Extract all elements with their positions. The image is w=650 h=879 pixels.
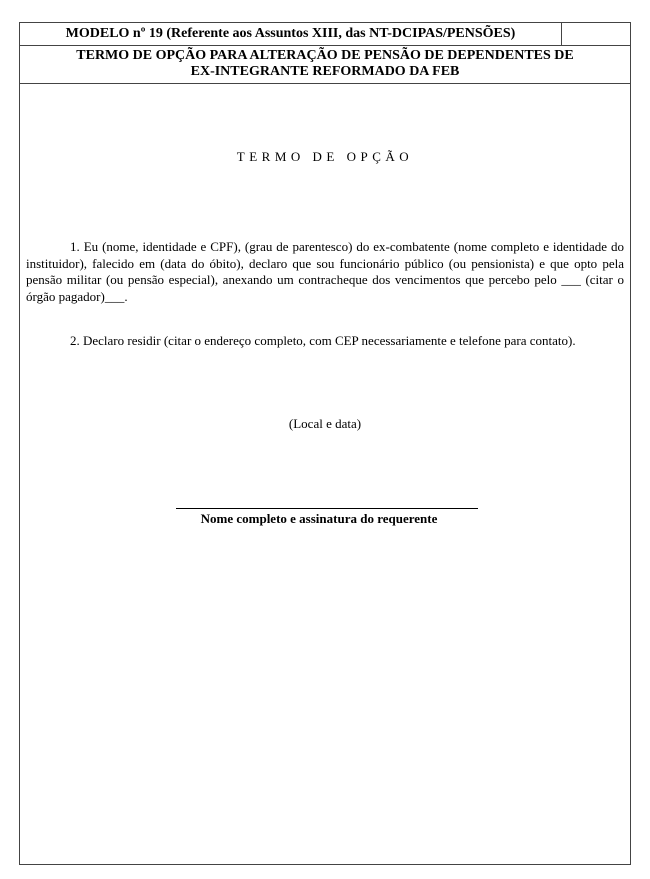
header-row [20, 23, 630, 46]
document-subtitle [20, 46, 630, 84]
model-title: MODELO nº 19 (Referente aos Assuntos XIII, das NT-DCIPAS/PENSÕES) [20, 23, 562, 45]
subtitle-line-2: EX-INTEGRANTE REFORMADO DA FEB [190, 64, 460, 79]
term-title: TERMO DE OPÇÃO [236, 149, 414, 164]
subtitle-line-1: TERMO DE OPÇÃO PARA ALTERAÇÃO DE PENSÃO DE DEPENDENTES DE [76, 48, 574, 63]
document-frame [19, 22, 631, 865]
header-empty-cell [562, 23, 630, 45]
paragraph-1: 1. Eu (nome, identidade e CPF), (grau de parentesco) do ex-combatente (nome completo e identidade do instituidor), falecido em (data do óbito), declaro que sou funcionário público (ou pensionista) e que opto pela pensão militar (ou pensão especial), anexando um contracheque dos vencimentos que percebo pelo ___ (citar o órgão pagador)___. [26, 239, 624, 304]
place-and-date: (Local e data) [288, 416, 362, 431]
signature-label: Nome completo e assinatura do requerente [200, 511, 438, 526]
paragraph-2: 2. Declaro residir (citar o endereço completo, com CEP necessariamente e telefone para contato). [70, 333, 576, 348]
signature-line [176, 508, 478, 509]
